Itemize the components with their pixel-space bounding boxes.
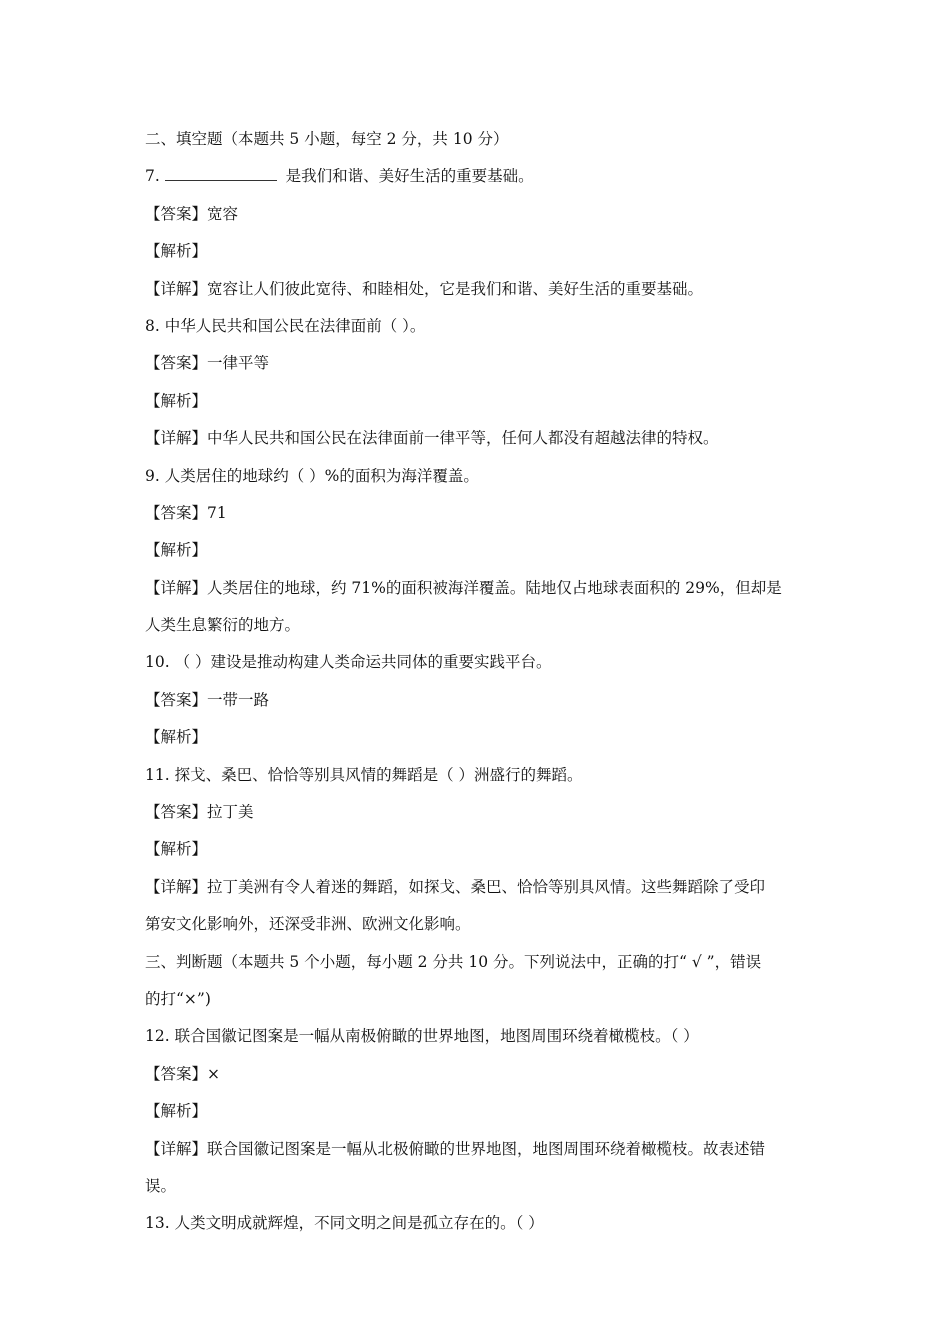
question-11-answer: 【答案】拉丁美 <box>145 803 254 822</box>
question-11-detail-line-2: 第安文化影响外，还深受非洲、欧洲文化影响。 <box>145 915 471 934</box>
question-10-answer: 【答案】一带一路 <box>145 690 270 709</box>
question-11-analysis: 【解析】 <box>145 840 208 859</box>
question-12-answer: 【答案】× <box>145 1064 220 1083</box>
section-3-header-line-2: 的打“×”) <box>145 989 211 1008</box>
question-7-answer: 【答案】宽容 <box>145 204 239 223</box>
section-3-header-line-1: 三、判断题（本题共 5 个小题，每小题 2 分共 10 分。下列说法中，正确的打“ √ ”，错误 <box>145 952 762 971</box>
question-9-answer: 【答案】71 <box>145 503 227 522</box>
question-8-analysis: 【解析】 <box>145 391 208 410</box>
question-12-detail-line-2: 误。 <box>145 1176 177 1195</box>
document-content <box>145 121 810 1243</box>
question-7-stem <box>145 158 810 195</box>
question-7-number: 7. <box>145 167 160 186</box>
question-9-stem: 9. 人类居住的地球约（ ）%的面积为海洋覆盖。 <box>145 466 479 485</box>
question-12-stem: 12. 联合国徽记图案是一幅从南极俯瞰的世界地图，地图周围环绕着橄榄枝。（ ） <box>145 1027 699 1046</box>
question-7-text: 是我们和谐、美好生活的重要基础。 <box>285 167 534 186</box>
question-8-answer: 【答案】一律平等 <box>145 354 270 373</box>
question-8-stem: 8. 中华人民共和国公民在法律面前（ ）。 <box>145 316 426 335</box>
question-13-stem: 13. 人类文明成就辉煌，不同文明之间是孤立存在的。（ ） <box>145 1214 544 1233</box>
question-11-stem: 11. 探戈、桑巴、恰恰等别具风情的舞蹈是（ ）洲盛行的舞蹈。 <box>145 765 583 784</box>
question-12-analysis: 【解析】 <box>145 1102 208 1121</box>
question-9-analysis: 【解析】 <box>145 541 208 560</box>
question-7-detail: 【详解】宽容让人们彼此宽待、和睦相处，它是我们和谐、美好生活的重要基础。 <box>145 279 704 298</box>
question-11-detail-line-1: 【详解】拉丁美洲有令人着迷的舞蹈，如探戈、桑巴、恰恰等别具风情。这些舞蹈除了受印 <box>145 877 766 896</box>
question-7-blank <box>165 166 277 181</box>
question-12-detail-line-1: 【详解】联合国徽记图案是一幅从北极俯瞰的世界地图，地图周围环绕着橄榄枝。故表述错 <box>145 1139 766 1158</box>
section-2-header: 二、填空题（本题共 5 小题，每空 2 分，共 10 分） <box>145 130 509 148</box>
question-8-detail: 【详解】中华人民共和国公民在法律面前一律平等，任何人都没有超越法律的特权。 <box>145 429 719 448</box>
question-10-stem: 10. （ ）建设是推动构建人类命运共同体的重要实践平台。 <box>145 653 552 672</box>
question-7-analysis: 【解析】 <box>145 242 208 261</box>
question-9-detail-line-2: 人类生息繁衍的地方。 <box>145 616 301 635</box>
question-10-analysis: 【解析】 <box>145 728 208 747</box>
question-9-detail-line-1: 【详解】人类居住的地球，约 71%的面积被海洋覆盖。陆地仅占地球表面积的 29%，但却是 <box>145 578 782 597</box>
